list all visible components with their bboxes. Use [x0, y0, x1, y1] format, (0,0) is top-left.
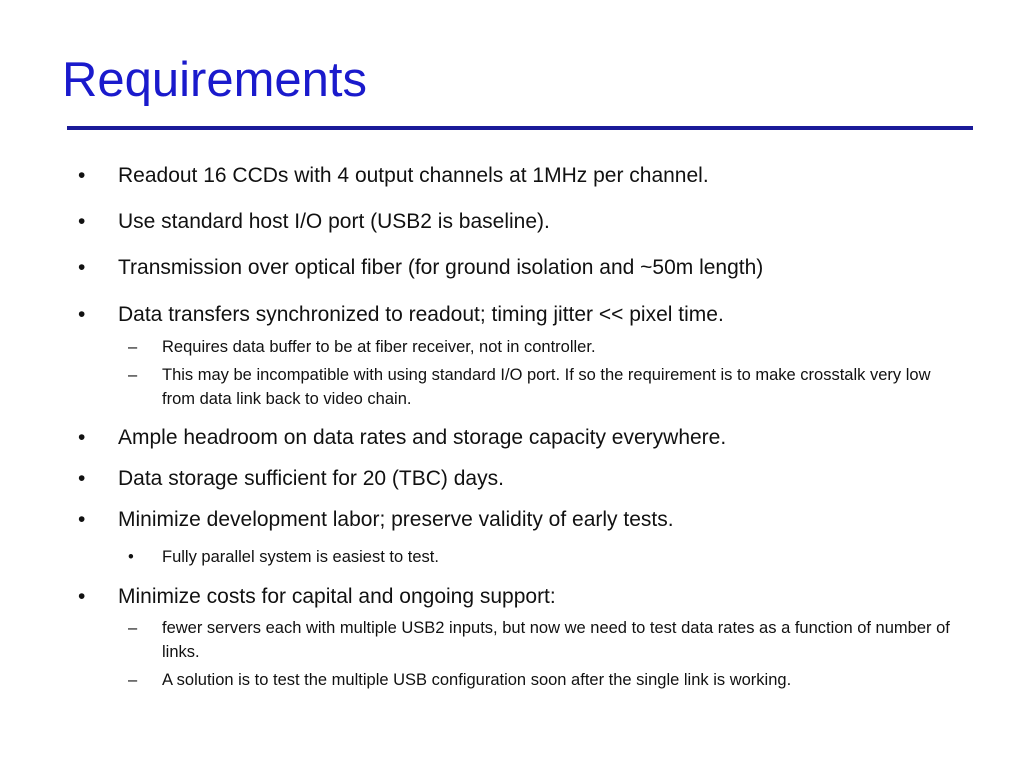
sub-bullet-text: A solution is to test the multiple USB configuration soon after the single link is working. — [162, 671, 792, 689]
bullet-text: Use standard host I/O port (USB2 is baseline). — [118, 210, 550, 233]
bullet-marker: • — [78, 585, 86, 608]
dash-marker: – — [128, 338, 138, 356]
sub-bullet-item — [128, 335, 952, 359]
dash-marker: – — [128, 619, 138, 637]
dash-marker: – — [128, 366, 138, 384]
bullet-marker: • — [78, 426, 86, 449]
bullet-marker: • — [78, 256, 86, 279]
sub-bullet-text: Requires data buffer to be at fiber receiver, not in controller. — [162, 338, 596, 356]
bullet-item — [78, 426, 968, 450]
bullet-marker: • — [78, 303, 86, 326]
bullet-item — [78, 164, 968, 188]
dash-marker: – — [128, 671, 138, 689]
sub-bullet-item — [128, 616, 952, 664]
bullet-marker: • — [78, 508, 86, 531]
bullet-text: Readout 16 CCDs with 4 output channels at 1MHz per channel. — [118, 164, 709, 187]
sub-bullet-item — [128, 668, 952, 692]
bullet-text: Data storage sufficient for 20 (TBC) days. — [118, 467, 504, 490]
sub-bullet-item — [128, 545, 952, 569]
bullet-item — [78, 256, 968, 280]
bullet-text: Data transfers synchronized to readout; timing jitter << pixel time. — [118, 303, 724, 326]
sub-bullet-text: Fully parallel system is easiest to test. — [162, 548, 439, 566]
sub-bullet-text: fewer servers each with multiple USB2 inputs, but now we need to test data rates as a function of number of links. — [162, 619, 950, 661]
bullet-text: Transmission over optical fiber (for ground isolation and ~50m length) — [118, 256, 764, 279]
bullet-item — [78, 303, 968, 327]
bullet-item — [78, 585, 968, 609]
bullet-item — [78, 210, 968, 234]
bullet-marker: • — [78, 467, 86, 490]
bullet-item — [78, 467, 968, 491]
bullet-text: Ample headroom on data rates and storage capacity everywhere. — [118, 426, 727, 449]
sub-bullet-text: This may be incompatible with using standard I/O port. If so the requirement is to make crosstalk very low from data link back to video chain. — [162, 366, 931, 408]
bullet-text: Minimize costs for capital and ongoing support: — [118, 585, 556, 608]
sub-bullet-item — [128, 363, 952, 411]
bullet-marker: • — [78, 164, 86, 187]
bullet-item — [78, 508, 968, 532]
bullet-marker: • — [78, 210, 86, 233]
bullet-text: Minimize development labor; preserve validity of early tests. — [118, 508, 674, 531]
slide-title: Requirements — [62, 53, 368, 107]
sub-bullet-marker: • — [128, 548, 134, 566]
